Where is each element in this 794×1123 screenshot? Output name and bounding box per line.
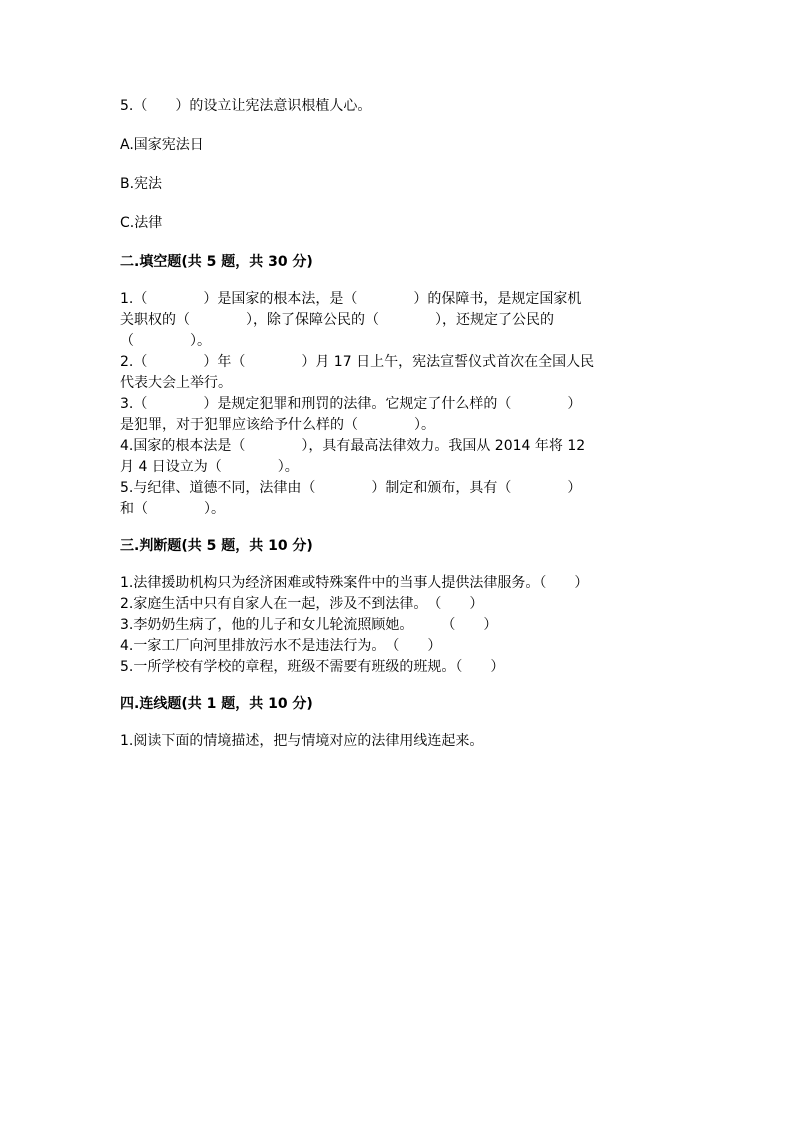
true-false-item: 2.家庭生活中只有自家人在一起，涉及不到法律。 （ ） — [120, 596, 484, 612]
true-false-section — [120, 573, 690, 678]
fill-blank-line: 1.（ ）是国家的根本法，是（ ）的保障书，是规定国家机 — [120, 291, 582, 307]
option-a: A.国家宪法日 — [120, 137, 204, 153]
fill-blank-line: 4.国家的根本法是（ ），具有最高法律效力。我国从 2014 年将 12 — [120, 438, 586, 454]
fill-blank-line: 是犯罪，对于犯罪应该给予什么样的（ ）。 — [120, 417, 435, 433]
fill-blank-line: 和（ ）。 — [120, 501, 225, 517]
worksheet-page — [120, 96, 690, 768]
true-false-item: 1.法律援助机构只为经济困难或特殊案件中的当事人提供法律服务。（ ） — [120, 575, 589, 591]
true-false-item: 4.一家工厂向河里排放污水不是违法行为。 （ ） — [120, 638, 442, 654]
true-false-item: 5.一所学校有学校的章程，班级不需要有班级的班规。（ ） — [120, 659, 505, 675]
section-4-heading: 四.连线题(共 1 题，共 10 分) — [120, 696, 313, 712]
question-5-stem: 5.（ ）的设立让宪法意识根植人心。 — [120, 98, 372, 114]
section-2-heading: 二.填空题(共 5 题，共 30 分) — [120, 254, 313, 270]
fill-blank-line: 2.（ ）年（ ）月 17 日上午，宪法宣誓仪式首次在全国人民 — [120, 354, 595, 370]
fill-blank-line: 月 4 日设立为（ ）。 — [120, 459, 299, 475]
true-false-item: 3.李奶奶生病了，他的儿子和女儿轮流照顾她。 （ ） — [120, 617, 498, 633]
fill-blank-line: 3.（ ）是规定犯罪和刑罚的法律。它规定了什么样的（ ） — [120, 396, 582, 412]
section-3-heading: 三.判断题(共 5 题，共 10 分) — [120, 538, 313, 554]
fill-blank-line: 关职权的（ ），除了保障公民的（ ），还规定了公民的 — [120, 312, 554, 328]
matching-section — [120, 731, 690, 752]
fill-blank-line: 5.与纪律、道德不同，法律由（ ）制定和颁布，具有（ ） — [120, 480, 582, 496]
matching-instruction: 1.阅读下面的情境描述，把与情境对应的法律用线连起来。 — [120, 733, 484, 749]
fill-blank-line: 代表大会上举行。 — [120, 375, 232, 391]
option-b: B.宪法 — [120, 176, 163, 192]
fill-blank-section — [120, 289, 690, 520]
option-c: C.法律 — [120, 215, 163, 231]
fill-blank-line: （ ）。 — [120, 333, 211, 349]
